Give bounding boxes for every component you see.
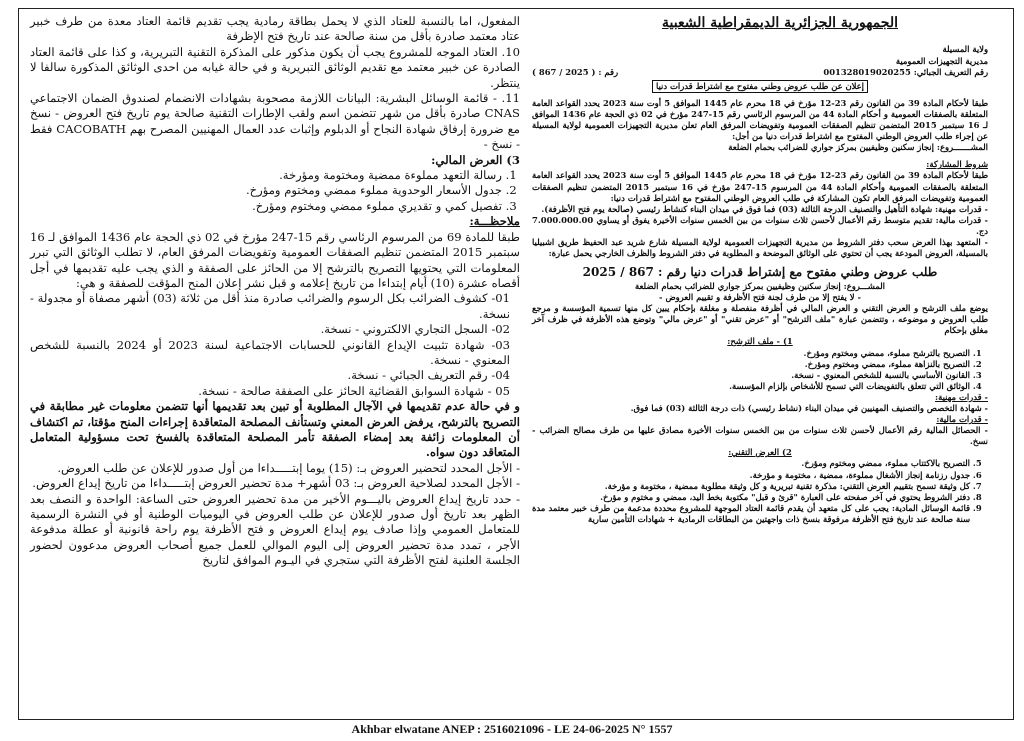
list-item: 3. تفصيل كمي و تقديري مملوء ممضي ومختوم ومؤرخ.	[30, 199, 502, 214]
document-item: 01- كشوف الضرائب بكل الرسوم والضرائب صادرة منذ أقل من ثلاثة (03) أشهر مصفاة أو مجدولة - نسخة.	[30, 291, 510, 321]
envelope-title: طلب عروض وطني مفتوح مع إشتراط قدرات دنيا رقم : 867 / 2025	[582, 265, 938, 280]
financial-capacity-text: - الحصائل المالية رقم الأعمال لأحسن ثلاث سنوات من بين الخمس سنوات الأخيرة مصادق عليها من طرف مصالح الضرائب - نسخ.	[532, 425, 988, 447]
wilaya-name: ولاية المسيلة	[942, 44, 988, 55]
reference-number: رقم : ( 2025 / 867 )	[532, 66, 619, 77]
validity-deadline: - الأجل المحدد لصلاحية العروض بـ: 03 أشهر+ مدة تحضير العروض إبتـــــداءا من تاريخ إيداع العروض.	[32, 476, 520, 491]
technical-offer-list	[532, 458, 988, 525]
document-item: 02- السجل التجاري الالكتروني - نسخة.	[320, 322, 510, 337]
envelope-project: المشـــروع: إنجاز سكنين وظيفيين بمركز جواري للضرائب بحمام الضلعة	[635, 280, 885, 291]
preparation-deadline: - الأجل المحدد لتحضير العروض بـ: (15) يوما إبتـــــداءا من أول صدور للإعلان عن طلب العروض.	[57, 460, 520, 475]
list-item: 6. جدول رزنامة إنجاز الأشغال مملوءة، ممضية ، مختومة و مؤرخة.	[532, 470, 970, 481]
financial-offer-heading: 3) العرض المالي:	[431, 152, 520, 167]
list-item: 1. التصريح بالترشح مملوء، ممضي ومختوم ومؤرخ.	[532, 348, 970, 359]
envelope-paragraph: يوضع ملف الترشح و العرض التقني و العرض المالي في أظرفة منفصلة و مغلقة بإحكام يبين كل منها تسمية المؤسسة و مرجع طلب العروض و موضوعه ، وتتضمن عبارة "ملف الترشح" أو "عرض تقني" أو "عرض مالي" وتوضع هذه الأظرفة في ظرف آخر مغلق بإحكام	[532, 303, 988, 336]
human-resources-item-11: 11. - قائمة الوسائل البشرية: البيانات اللازمة مصحوبة بشهادات الانضمام لصندوق الضمان الاجتماعي CNAS صادرة بأقل من شهر تتضمن اسم ولقب الإطارات التقنية صالحة يوم تاريخ فتح العروض - نسخ مع ضرورة إرفاق شهادة النجاح أو الدبلوم وإثبات عدد العمال المهنيين المصرح بهم CACOBATH فقط - نسخ -	[30, 91, 520, 152]
reference-row	[532, 67, 988, 78]
note-paragraph: طبقا للمادة 69 من المرسوم الرئاسي رقم 15-247 مؤرخ في 02 ذي الحجة عام 1436 الموافق لـ 16 سبتمبر 2015 المتضمن تنظيم الصفقات العمومية وتفويضات المرفق العام، لا تطلب الوثائق التي تبرر المعلومات التي يحتويها التصريح بالترشح إلا من الحائز على الصفقة و الذي يجب عليه تقديمها في أجل أقصاه عشرة (10) أيام إبتداءا من تاريخ إعلامه و قبل نشر إعلان المنح المؤقت للصفقة و هي:	[30, 229, 521, 290]
list-item: 4. الوثائق التي تتعلق بالتفويضات التي تسمح للأشخاص بإلزام المؤسسة.	[532, 381, 970, 392]
document-item: 04- رقم التعريف الجبائي - نسخة.	[347, 368, 510, 383]
envelope-note: - لا يفتح إلا من طرف لجنة فتح الأظرفة و تقييم العروض -	[659, 292, 861, 303]
list-item: 2. جدول الأسعار الوحدوية مملوء ممضي ومختوم ومؤرخ.	[30, 183, 502, 198]
technical-offer-heading: 2) العرض التقني:	[728, 447, 792, 458]
right-column	[532, 14, 988, 525]
project-line: المشـــــــروع: إنجاز سكنين وظيفيين بمركز جواري للضرائب بحمام الضلعة	[728, 142, 988, 153]
document-item: 03- شهادة تثبيت الإيداع القانوني للحسابات الاجتماعية لسنة 2023 أو 2024 بالنسبة للشخص المعنوي - نسخة.	[30, 337, 510, 367]
submission-paragraph: - حدد تاريخ إيداع العروض باليـــوم الأخير من مدة تحضير العروض حتى الساعة: الواحدة و النصف بعد الظهر بعد تاريخ أول صدور للإعلان عن طلب العروض في اليوميات الوطنية أو في النشرة الرسمية للمتعامل العمومي وإذا صادف يوم إيداع العروض و فتح الأظرفة يوم راحة قانونية أو عطلة مدفوعة الأجر ، تمدد مدة تحضير العروض إلى اليوم الموالي للعمل جميع أصحاب العروض مدعوون لحضور الجلسة العلنية لفتح الأظرفة التي ستجري في اليـوم الموافق لتاريخ	[30, 491, 520, 568]
specifications-note: - المتعهد بهذا العرض سحب دفتر الشروط من مديرية التجهيزات العمومية لولاية المسيلة شارع شريد عبد الحفيظ طريق اشبيليا بالمسيلة، العروض المودعة يجب أن تحتوي على الوثائق الموضحة و المطلوبة في دفتر الشروط والظرف الخارجي يحمل عبارة:	[532, 236, 988, 259]
announcement-heading: إعلان عن طلب عروض وطني مفتوح مع اشتراط قدرات دنيا	[652, 80, 868, 93]
conditions-heading: شروط المشاركة:	[926, 159, 988, 170]
list-item: 9. قائمة الوسائل المادية: يجب على كل متعهد أن يقدم قائمة العتاد الموجهة للمشروع محددة مدعمة من طرف خبير معتمد مدة سنة صالحة عند تاريخ فتح الأظرفة مرفوقة بنسخ ذات واجهتين من البطاقات الرمادية + شهادات التأمين سارية	[532, 503, 970, 525]
list-item: 1. رسالة التعهد مملوءة ممضية ومختومة ومؤرخة.	[30, 168, 502, 183]
note-heading: ملاحظـــة:	[469, 214, 520, 229]
direction-name: مديرية التجهيزات العمومية	[895, 55, 988, 66]
publication-footer: Akhbar elwatane ANEP : 2516021096 - LE 24-06-2025 N° 1557	[351, 722, 673, 736]
intro-paragraph: طبقا لأحكام المادة 39 من القانون رقم 23-12 مؤرخ في 18 محرم عام 1445 الموافق 5 أوت سنة 2023 يحدد القواعد العامة المتعلقة بالصفقات العمومية و أحكام المادة 44 من المرسوم الرئاسي رقم 15-247 مؤرخ في 02 ذي الحجة عام 1436 الموافق لـ 16 سبتمبر 2015 المتضمن تنظيم الصفقات العمومية وتفويضات المرفق العام تعلن مديرية التجهيزات العمومية لولاية المسيلة عن إجراء طلب العروض الوطني المفتوح مع اشتراط قدرات دنيا من أجل:	[532, 97, 989, 142]
tax-id: رقم التعريف الجبائي: 001328019020255	[823, 66, 988, 77]
list-item: 7. كل وثيقة تسمح بتقييم العرض التقني: مذكرة تقنية تبريرية و كل وثيقة مطلوبة ممضية ، مختومة و مؤرخة.	[532, 481, 970, 492]
left-column	[30, 14, 520, 569]
rejection-paragraph: و في حالة عدم تقديمها في الآجال المطلوبة أو تبين بعد تقديمها أنها تتضمن معلومات غير مطابقة في التصريح بالترشح، يرفض العرض المعني وتستأنف المصلحة المتعاقدة إجراءات المنح مؤقتا، تم اكتشاف أن المعلومات زائفة بعد إمضاء الصفقة تأمر المصلحة المتعاقدة بالفسخ تحت مسؤولية المتعامل المتعاقد دون سواه.	[30, 399, 520, 460]
professional-capacity-heading: - قدرات مهنية:	[935, 391, 988, 402]
financial-capacity-heading: - قدرات مالية:	[936, 414, 988, 425]
equipment-paragraph: المفعول، اما بالنسبة للعتاد الذي لا يحمل بطاقة رمادية يجب تقديم قائمة العتاد معدة من طرف خبير عتاد معتمد صادرة بأقل من سنة صالحة عند تاريخ فتح الإظرفة	[30, 14, 520, 44]
document-item: 05 - شهادة السوابق القضائية الحائز على الصفقة صالحة - نسخة.	[198, 383, 510, 398]
financial-offer-list	[30, 168, 520, 214]
capacity-financial: - قدرات مالية: تقديم متوسط رقم الأعمال لأحسن ثلاث سنوات من بين الخمس سنوات الأخيرة يفوق أو يساوي 7.000.000.00 دج.	[532, 214, 988, 236]
candidature-list	[532, 348, 988, 392]
equipment-item-10: 10. العتاد الموجه للمشروع يجب أن يكون مذكور على المذكرة التقنية التبريرية، و كذا على قائمة العتاد الصادرة عن خبير معتمد مع تقديم الوثائق التبريرية و في حالة غيابه من احدى الوثائق المذكورة سالفا لا ينتظر.	[30, 44, 520, 90]
candidature-heading: 1) - ملف الترشح:	[727, 336, 793, 347]
list-item: 3. القانون الأساسي بالنسبة للشخص المعنوي - نسخة.	[532, 370, 970, 381]
conditions-paragraph: طبقا لأحكام المادة 39 من القانون رقم 23-12 مؤرخ في 18 محرم عام 1445 الموافق 5 أوت سنة 2023 يحدد القواعد العامة المتعلقة بالصفقات العمومية وأحكام المادة 44 من المرسوم 15-247 مؤرخ في 16 سبتمبر 2015 المتضمن تنظيم الصفقات العمومية وتفويضات المرفق العام تكون المشاركة في طلب العروض الوطني المفتوح مع اشتراط قدرات دنيا:	[532, 170, 989, 203]
republic-title: الجمهورية الجزائرية الديمقراطية الشعبية	[661, 15, 898, 31]
list-item: 8. دفتر الشروط يحتوي في آخر صفحته على العبارة "قرئ و قبل" مكتوبة بخط اليد، ممضي و مختوم و مؤرخ.	[532, 492, 970, 503]
professional-capacity-text: - شهادة التخصص والتصنيف المهنيين في ميدان البناء (نشاط رئيسي) ذات درجة الثالثة (03) فما فوق.	[630, 403, 988, 414]
list-item: 2. التصريح بالنزاهة مملوء، ممضي ومختوم ومؤرخ.	[532, 359, 970, 370]
list-item: 5. التصريح بالاكتتاب مملوء، ممضي ومختوم ومؤرخ.	[532, 458, 970, 469]
capacity-professional: - قدرات مهنية: شهادة التأهيل والتصنيف الدرجة الثالثة (03) فما فوق في ميدان البناء كنشاط رئيسي (صالحة يوم فتح الأظرفة).	[541, 203, 988, 214]
